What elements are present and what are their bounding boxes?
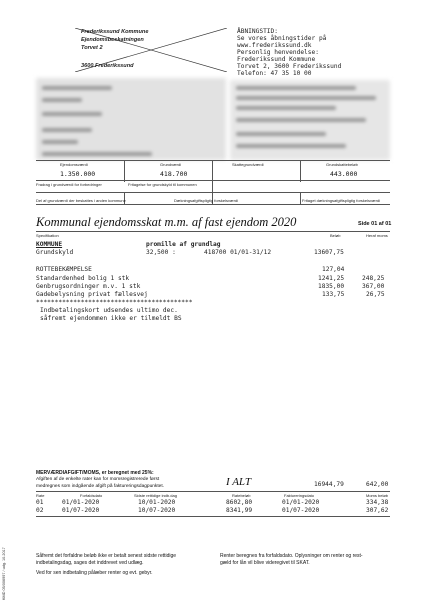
office-line-3: www.frederikssund.dk — [237, 42, 312, 49]
valuation-label-1: Ejendomsværdi — [60, 162, 88, 167]
page-number: Side 01 af 01 — [358, 221, 392, 227]
column-amount: Beløb — [330, 233, 341, 238]
page-title: Kommunal ejendomsskat m.m. af fast ejendom 2020 — [36, 215, 297, 229]
rate-2-vat: 307,62 — [366, 507, 389, 514]
rate-1-due: 01/01-2020 — [62, 499, 100, 506]
office-line-2: Se vores åbningstider på — [237, 35, 327, 42]
redacted-text — [236, 118, 366, 122]
star-divider: ****************************************** — [36, 299, 193, 306]
gade-label: Gadebelysning privat fællesvej — [36, 291, 148, 298]
total-amount: 16944,79 — [314, 481, 344, 488]
rates-header-amount: Ratebeløb — [232, 493, 251, 498]
total-vat: 642,00 — [366, 481, 389, 488]
vat-note-line-3: medregnes som indgående afgift på faktureringsdagpunktet. — [36, 484, 165, 489]
rates-header-invoice-date: Faktureringsdato — [284, 493, 315, 498]
coverage-value-label: Dækningsafgiftspligtig forskelsværdi — [174, 198, 239, 203]
redacted-text — [42, 128, 92, 132]
redacted-text — [42, 140, 78, 144]
rate-1-invoice-date: 01/01-2020 — [282, 499, 320, 506]
grundskyld-promille: 32,500 : — [146, 249, 176, 256]
valuation-label-2: Grundværdi — [160, 162, 182, 167]
rates-header-due: Forfaldsdato — [80, 493, 103, 498]
rate-2-invoice-date: 01/07-2020 — [282, 507, 320, 514]
redacted-text — [42, 112, 102, 116]
redacted-text — [236, 96, 376, 100]
redacted-text — [42, 98, 82, 102]
standard-amount: 1241,25 — [318, 275, 345, 282]
rotte-amount: 127,04 — [322, 266, 345, 273]
rates-header-vat: Moms beløb — [366, 493, 389, 498]
sender-line-2: Ejendomsbeskatningen — [81, 37, 144, 43]
rate-2-amount: 8341,99 — [226, 507, 253, 514]
genbrug-label: Genbrugsordninger m.v. 1 stk — [36, 283, 141, 290]
redacted-text — [42, 86, 112, 90]
redacted-text — [236, 144, 346, 148]
rates-header-rate: Rate — [36, 493, 45, 498]
footer-left-3: Ved for sen indbetaling pålæber renter og evt. gebyr. — [36, 570, 153, 576]
redacted-text — [236, 86, 356, 90]
redacted-text — [236, 132, 326, 136]
office-line-6: Torvet 2, 3600 Frederikssund — [237, 63, 342, 70]
side-form-code: KMD 05/006997 / udg. 10.2017 — [2, 547, 6, 600]
exempt-coverage-label: Fritaget dækningsafgiftspligtig forskelsværdi — [302, 198, 381, 203]
column-vat: Heraf moms — [366, 233, 388, 238]
footer-right-1: Renter beregnes fra forfaldsdato. Oplysninger om renter og rest- — [220, 553, 363, 559]
gade-vat: 26,75 — [366, 291, 385, 298]
rate-2-last-day: 10/07-2020 — [138, 507, 176, 514]
promille-heading: promille af grundlag — [146, 241, 221, 248]
office-line-1: ÅBNINGSTID: — [237, 28, 278, 35]
redacted-text — [42, 152, 152, 156]
vat-note-line-2: Afgiften af de enkelte rater kan for momsregistrerede først — [36, 477, 160, 482]
rate-1-amount: 8602,80 — [226, 499, 253, 506]
sender-line-3: Torvet 2 — [81, 45, 103, 51]
footer-right-2: gæld for lån vil blive videregivet til SKAT. — [220, 560, 310, 566]
rate-2-due: 01/07-2020 — [62, 507, 100, 514]
total-label: I ALT — [226, 476, 251, 488]
sender-line-1: Frederikssund Kommune — [81, 29, 149, 35]
office-line-7: Telefon: 47 35 10 00 — [237, 70, 312, 77]
redacted-text — [236, 106, 336, 110]
deduction-label: Fradrag i grundværdi for forbedringer — [36, 182, 102, 187]
footer-left-2: indbetalingsdag, sages det inddrevet ved udlæg. — [36, 560, 144, 566]
column-spec: Specifikation — [36, 233, 59, 238]
rate-2-number: 02 — [36, 507, 44, 514]
office-line-5: Frederikssund Kommune — [237, 56, 316, 63]
valuation-label-3: Skattegrundværdi — [232, 162, 264, 167]
rotte-label: ROTTEBEKÆMPELSE — [36, 266, 92, 273]
office-line-4: Personlig henvendelse: — [237, 49, 319, 56]
grundskyld-base: 418700 01/01-31/12 — [204, 249, 272, 256]
sender-box — [75, 28, 227, 72]
property-value: 1.350.000 — [60, 170, 96, 178]
section-kommune: KOMMUNE — [36, 241, 63, 248]
exemption-label: Fritagelse for grundskyld til kommunen — [128, 182, 197, 187]
gade-amount: 133,75 — [322, 291, 345, 298]
rate-1-vat: 334,38 — [366, 499, 389, 506]
standard-vat: 248,25 — [362, 275, 385, 282]
redacted-address-block — [36, 78, 226, 160]
genbrug-amount: 1835,00 — [318, 283, 345, 290]
genbrug-vat: 367,00 — [362, 283, 385, 290]
grundskyld-amount: 13607,75 — [314, 249, 344, 256]
grundskyld-label: Grundskyld — [36, 249, 74, 256]
land-value: 418.700 — [160, 170, 188, 178]
rate-1-last-day: 10/01-2020 — [138, 499, 176, 506]
land-tax-amount: 443.000 — [330, 170, 358, 178]
other-municipality-label: Del af grundværdi der beskattes i anden kommune — [36, 198, 126, 203]
standard-label: Standardenhed bolig 1 stk — [36, 275, 130, 282]
rates-header-last-day: Sidste rettidige indb.dag — [134, 493, 177, 498]
note-line-2: såfremt ejendommen ikke er tilmeldt BS — [40, 315, 182, 322]
sender-line-4: 3600 Frederikssund — [81, 63, 134, 69]
note-line-1: Indbetalingskort udsendes ultimo dec. — [40, 307, 178, 314]
valuation-label-4: Grundskattebeløb — [326, 162, 358, 167]
rate-1-number: 01 — [36, 499, 44, 506]
vat-note-title: MERVÆRDIAFGIFT/MOMS, er beregnet med 25%: — [36, 470, 154, 476]
footer-left-1: Såfremt det forfaldne beløb ikke er betalt senest sidste rettidige — [36, 553, 177, 559]
